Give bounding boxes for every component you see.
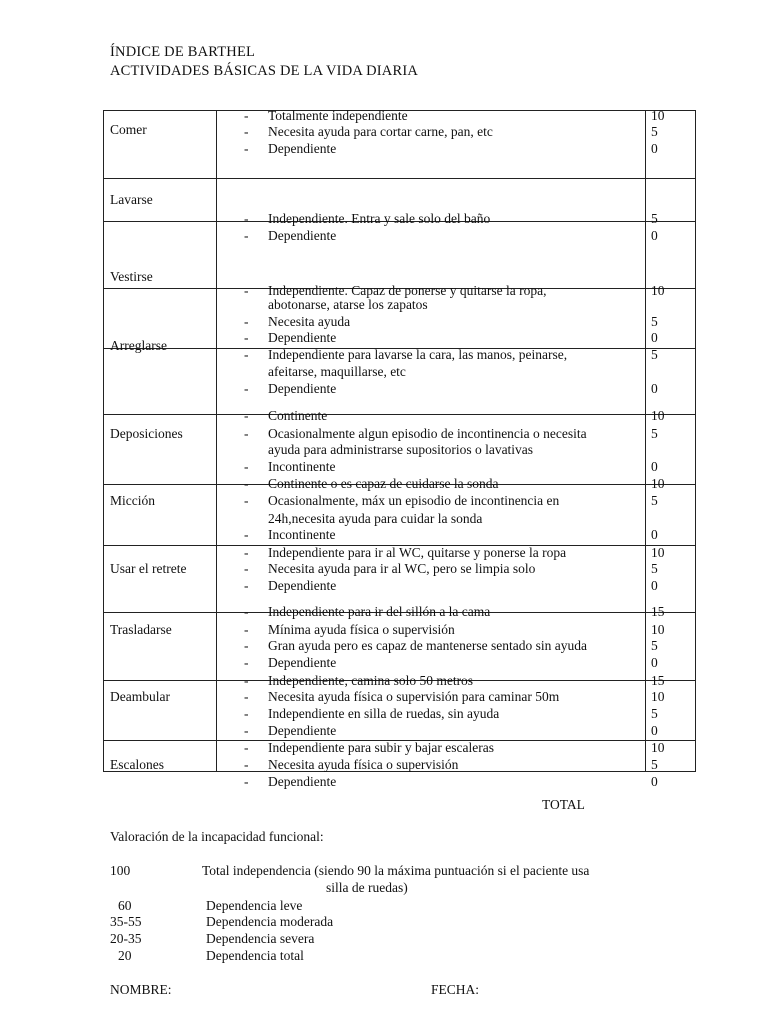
item-text-continued: afeitarse, maquillarse, etc xyxy=(268,364,406,379)
category-label: Vestirse xyxy=(110,269,153,284)
item-score: 5 xyxy=(651,638,658,653)
item-score: 10 xyxy=(651,689,665,704)
level-score: 100 xyxy=(110,863,131,878)
item-score: 5 xyxy=(651,347,658,362)
row-divider xyxy=(103,414,696,415)
item-dash: - xyxy=(244,283,249,298)
document-subtitle: ACTIVIDADES BÁSICAS DE LA VIDA DIARIA xyxy=(110,63,419,79)
item-text: Independiente para ir del sillón a la cama xyxy=(268,604,491,619)
item-score: 15 xyxy=(651,604,665,619)
item-dash: - xyxy=(244,141,249,156)
item-dash: - xyxy=(244,655,249,670)
item-text: Necesita ayuda física o supervisión para caminar 50m xyxy=(268,689,560,704)
item-score: 10 xyxy=(651,622,665,637)
item-dash: - xyxy=(244,493,249,508)
item-score: 0 xyxy=(651,774,658,789)
fecha-label: FECHA: xyxy=(431,982,480,997)
item-dash: - xyxy=(244,124,249,139)
item-score: 5 xyxy=(651,314,658,329)
item-score: 10 xyxy=(651,476,665,491)
item-dash: - xyxy=(244,604,249,619)
category-label: Lavarse xyxy=(110,192,153,207)
item-score: 0 xyxy=(651,459,658,474)
item-dash: - xyxy=(244,757,249,772)
item-score: 0 xyxy=(651,228,658,243)
level-label-continued: silla de ruedas) xyxy=(326,880,408,895)
item-text: Independiente. Capaz de ponerse y quitarse la ropa, xyxy=(268,283,547,298)
row-divider xyxy=(103,178,696,179)
item-dash: - xyxy=(244,561,249,576)
item-dash: - xyxy=(244,578,249,593)
item-dash: - xyxy=(244,459,249,474)
item-text-continued: abotonarse, atarse los zapatos xyxy=(268,297,428,312)
item-dash: - xyxy=(244,723,249,738)
level-label: Dependencia moderada xyxy=(206,914,334,929)
item-text: Independiente para subir y bajar escaleras xyxy=(268,740,495,755)
item-text: Dependiente xyxy=(268,723,337,738)
category-label: Arreglarse xyxy=(110,338,167,353)
nombre-label: NOMBRE: xyxy=(110,982,172,997)
item-dash: - xyxy=(244,740,249,755)
item-text: Incontinente xyxy=(268,527,336,542)
item-dash: - xyxy=(244,545,249,560)
category-label: Escalones xyxy=(110,757,164,772)
item-dash: - xyxy=(244,689,249,704)
category-label: Usar el retrete xyxy=(110,561,187,576)
item-text: Totalmente independiente xyxy=(268,108,408,123)
level-label: Dependencia leve xyxy=(206,898,303,913)
item-score: 15 xyxy=(651,673,665,688)
item-dash: - xyxy=(244,408,249,423)
item-score: 0 xyxy=(651,655,658,670)
item-score: 5 xyxy=(651,757,658,772)
item-text-continued: ayuda para administrarse supositorios o lavativas xyxy=(268,442,534,457)
item-text: Dependiente xyxy=(268,381,337,396)
item-text: Continente xyxy=(268,408,328,423)
item-score: 10 xyxy=(651,108,665,123)
level-score: 20 xyxy=(118,948,132,963)
item-dash: - xyxy=(244,527,249,542)
item-dash: - xyxy=(244,706,249,721)
item-dash: - xyxy=(244,622,249,637)
table-border-left xyxy=(103,110,104,772)
item-text: Necesita ayuda para cortar carne, pan, etc xyxy=(268,124,493,139)
item-text-continued: 24h,necesita ayuda para cuidar la sonda xyxy=(268,511,483,526)
category-label: Micción xyxy=(110,493,155,508)
item-text: Dependiente xyxy=(268,228,337,243)
item-score: 5 xyxy=(651,211,658,226)
level-label: Dependencia severa xyxy=(206,931,315,946)
category-label: Deposiciones xyxy=(110,426,183,441)
item-score: 0 xyxy=(651,578,658,593)
item-score: 10 xyxy=(651,740,665,755)
item-score: 5 xyxy=(651,124,658,139)
item-dash: - xyxy=(244,426,249,441)
item-text: Dependiente xyxy=(268,655,337,670)
item-text: Ocasionalmente algun episodio de incontinencia o necesita xyxy=(268,426,587,441)
item-text: Necesita ayuda para ir al WC, pero se limpia solo xyxy=(268,561,536,576)
item-text: Independiente en silla de ruedas, sin ayuda xyxy=(268,706,500,721)
level-score: 35-55 xyxy=(110,914,142,929)
item-text: Independiente para ir al WC, quitarse y ponerse la ropa xyxy=(268,545,567,560)
item-score: 5 xyxy=(651,561,658,576)
item-text: Independiente, camina solo 50 metros xyxy=(268,673,474,688)
item-dash: - xyxy=(244,381,249,396)
level-score: 20-35 xyxy=(110,931,142,946)
level-label: Dependencia total xyxy=(206,948,304,963)
item-dash: - xyxy=(244,347,249,362)
category-label: Trasladarse xyxy=(110,622,172,637)
item-score: 5 xyxy=(651,706,658,721)
item-dash: - xyxy=(244,314,249,329)
document-title: ÍNDICE DE BARTHEL xyxy=(110,44,256,60)
item-text: Incontinente xyxy=(268,459,336,474)
category-label: Deambular xyxy=(110,689,170,704)
level-score: 60 xyxy=(118,898,132,913)
item-dash: - xyxy=(244,774,249,789)
item-score: 5 xyxy=(651,493,658,508)
item-text: Independiente para lavarse la cara, las manos, peinarse, xyxy=(268,347,568,362)
item-score: 0 xyxy=(651,381,658,396)
item-dash: - xyxy=(244,228,249,243)
total-label: TOTAL xyxy=(542,797,585,812)
item-text: Continente o es capaz de cuidarse la sonda xyxy=(268,476,499,491)
item-text: Independiente. Entra y sale solo del baño xyxy=(268,211,491,226)
category-label: Comer xyxy=(110,122,147,137)
item-text: Mínima ayuda física o supervisión xyxy=(268,622,455,637)
item-text: Ocasionalmente, máx un episodio de incontinencia en xyxy=(268,493,560,508)
item-score: 0 xyxy=(651,527,658,542)
item-dash: - xyxy=(244,476,249,491)
item-text: Necesita ayuda física o supervisión xyxy=(268,757,459,772)
item-dash: - xyxy=(244,638,249,653)
item-dash: - xyxy=(244,211,249,226)
item-text: Dependiente xyxy=(268,141,337,156)
column-divider xyxy=(645,110,646,772)
item-score: 0 xyxy=(651,723,658,738)
item-score: 10 xyxy=(651,283,665,298)
item-text: Gran ayuda pero es capaz de mantenerse sentado sin ayuda xyxy=(268,638,587,653)
item-dash: - xyxy=(244,673,249,688)
item-score: 5 xyxy=(651,426,658,441)
item-text: Dependiente xyxy=(268,774,337,789)
item-text: Dependiente xyxy=(268,330,337,345)
item-text: Necesita ayuda xyxy=(268,314,351,329)
item-score: 10 xyxy=(651,545,665,560)
item-dash: - xyxy=(244,330,249,345)
valoracion-title: Valoración de la incapacidad funcional: xyxy=(110,829,324,844)
item-dash: - xyxy=(244,108,249,123)
level-label: Total independencia (siendo 90 la máxima puntuación si el paciente usa xyxy=(202,863,590,878)
item-score: 0 xyxy=(651,141,658,156)
item-score: 10 xyxy=(651,408,665,423)
item-text: Dependiente xyxy=(268,578,337,593)
column-divider xyxy=(216,110,217,772)
table-border-right xyxy=(695,110,696,772)
item-score: 0 xyxy=(651,330,658,345)
